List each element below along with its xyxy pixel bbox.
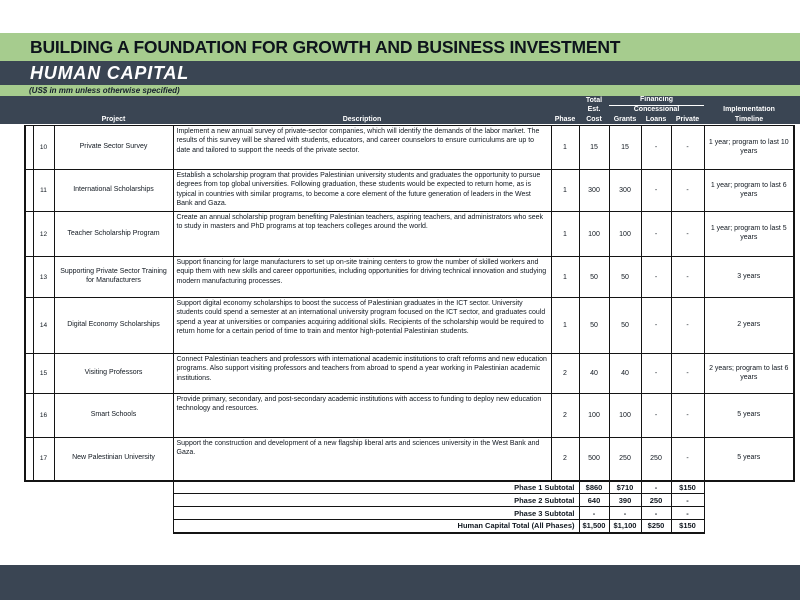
grants-value: 50 bbox=[609, 298, 641, 354]
phase-value: 2 bbox=[551, 394, 579, 438]
private-value: - bbox=[671, 394, 704, 438]
row-number: 13 bbox=[33, 257, 54, 298]
grand-total-label: Human Capital Total (All Phases) bbox=[173, 520, 579, 533]
project-name: Private Sector Survey bbox=[54, 126, 173, 170]
units-note: (US$ in mm unless otherwise specified) bbox=[29, 86, 180, 95]
row-number: 11 bbox=[33, 170, 54, 212]
col-implementation-line1: Implementation bbox=[723, 106, 775, 114]
row-number: 10 bbox=[33, 126, 54, 170]
table-row bbox=[25, 212, 794, 257]
units-note-band bbox=[0, 85, 800, 96]
col-private: Private bbox=[675, 115, 700, 123]
table-row bbox=[25, 438, 794, 481]
private-value: - bbox=[671, 257, 704, 298]
private-value: - bbox=[671, 438, 704, 481]
loans-value: - bbox=[641, 170, 671, 212]
grand-total-row bbox=[25, 520, 794, 533]
cost-value: 100 bbox=[579, 394, 609, 438]
subtotal-private: - bbox=[671, 494, 704, 507]
timeline-value: 1 year; program to last 6 years bbox=[704, 170, 794, 212]
cost-value: 50 bbox=[579, 298, 609, 354]
cost-value: 300 bbox=[579, 170, 609, 212]
timeline-value: 2 years; program to last 6 years bbox=[704, 354, 794, 394]
subtotal-row-phase2 bbox=[25, 494, 794, 507]
project-description: Connect Palestinian teachers and professors with international academic institutions to craft reforms and new education programs. Also support visiting professors and teachers from abroad to spend a year working in Palestinian academic institutions. bbox=[173, 354, 551, 394]
private-value: - bbox=[671, 126, 704, 170]
col-concessional: Concessional bbox=[633, 106, 680, 114]
phase-value: 1 bbox=[551, 126, 579, 170]
loans-value: - bbox=[641, 257, 671, 298]
phase-value: 1 bbox=[551, 298, 579, 354]
timeline-value: 2 years bbox=[704, 298, 794, 354]
subtotal-label: Phase 2 Subtotal bbox=[173, 494, 579, 507]
grants-value: 15 bbox=[609, 126, 641, 170]
col-timeline: Timeline bbox=[734, 115, 764, 123]
project-description: Support financing for large manufacturers to set up on-site training centers to grow the number of skilled workers and equip them with new skills and career opportunities, including opportunities for driving technical innovation and studying modern manufacturing processes. bbox=[173, 257, 551, 298]
project-description: Create an annual scholarship program benefiting Palestinian teachers, aspiring teachers, and administrators who seek to study in masters and PhD programs at top teachers colleges around the world. bbox=[173, 212, 551, 257]
subtotal-row-phase1 bbox=[25, 481, 794, 494]
loans-value: - bbox=[641, 126, 671, 170]
grants-value: 100 bbox=[609, 212, 641, 257]
subtotal-loans: - bbox=[641, 481, 671, 494]
subtotal-loans: 250 bbox=[641, 494, 671, 507]
subtotal-label: Phase 3 Subtotal bbox=[173, 507, 579, 520]
project-name: New Palestinian University bbox=[54, 438, 173, 481]
grand-total-cost: $1,500 bbox=[579, 520, 609, 533]
title-band bbox=[0, 33, 800, 61]
cost-value: 40 bbox=[579, 354, 609, 394]
phase-value: 1 bbox=[551, 170, 579, 212]
col-phase: Phase bbox=[554, 115, 576, 123]
project-description: Implement a new annual survey of private-sector companies, which will identify the demands of the labor market. The results of this survey will be shared with students, educators, and career counselors to ensure curriculums are up to date and tailored to support the needs of the private sector. bbox=[173, 126, 551, 170]
table-row bbox=[25, 354, 794, 394]
subtotal-grants: - bbox=[609, 507, 641, 520]
row-number: 17 bbox=[33, 438, 54, 481]
loans-value: - bbox=[641, 394, 671, 438]
subtotal-grants: 390 bbox=[609, 494, 641, 507]
table-row bbox=[25, 257, 794, 298]
subtotal-cost: $860 bbox=[579, 481, 609, 494]
cost-value: 50 bbox=[579, 257, 609, 298]
subtotal-row-phase3 bbox=[25, 507, 794, 520]
col-project: Project bbox=[101, 115, 126, 123]
phase-value: 2 bbox=[551, 354, 579, 394]
subtotal-loans: - bbox=[641, 507, 671, 520]
grand-total-loans: $250 bbox=[641, 520, 671, 533]
loans-value: 250 bbox=[641, 438, 671, 481]
subtotal-private: $150 bbox=[671, 481, 704, 494]
table-row bbox=[25, 126, 794, 170]
loans-value: - bbox=[641, 298, 671, 354]
project-name: Digital Economy Scholarships bbox=[54, 298, 173, 354]
project-name: Smart Schools bbox=[54, 394, 173, 438]
slide-title: BUILDING A FOUNDATION FOR GROWTH AND BUSINESS INVESTMENT bbox=[30, 36, 621, 57]
project-name: International Scholarships bbox=[54, 170, 173, 212]
phase-value: 1 bbox=[551, 212, 579, 257]
project-description: Establish a scholarship program that provides Palestinian university students and graduates the opportunity to pursue degrees from top global universities. Following graduation, these students would be expected to return home, as is typical in countries with similar programs, to become a core element of the future generation of leaders in the West Bank and Gaza. bbox=[173, 170, 551, 212]
grants-value: 300 bbox=[609, 170, 641, 212]
grants-value: 250 bbox=[609, 438, 641, 481]
footer-band bbox=[0, 565, 800, 600]
col-total-line2: Est. bbox=[587, 106, 601, 114]
col-financing: Financing bbox=[609, 96, 704, 106]
timeline-value: 1 year; program to last 5 years bbox=[704, 212, 794, 257]
subtotal-cost: 640 bbox=[579, 494, 609, 507]
col-grants: Grants bbox=[613, 115, 637, 123]
private-value: - bbox=[671, 298, 704, 354]
col-loans: Loans bbox=[645, 115, 667, 123]
phase-value: 1 bbox=[551, 257, 579, 298]
row-number: 14 bbox=[33, 298, 54, 354]
timeline-value: 5 years bbox=[704, 394, 794, 438]
subtotal-label: Phase 1 Subtotal bbox=[173, 481, 579, 494]
project-name: Teacher Scholarship Program bbox=[54, 212, 173, 257]
grants-value: 50 bbox=[609, 257, 641, 298]
table-row bbox=[25, 394, 794, 438]
project-description: Provide primary, secondary, and post-secondary academic institutions with access to funding to deploy new education technology and resources. bbox=[173, 394, 551, 438]
subtotal-grants: $710 bbox=[609, 481, 641, 494]
subtotal-cost: - bbox=[579, 507, 609, 520]
cost-value: 500 bbox=[579, 438, 609, 481]
cost-value: 15 bbox=[579, 126, 609, 170]
subtitle-band bbox=[0, 61, 800, 85]
private-value: - bbox=[671, 212, 704, 257]
project-name: Supporting Private Sector Training for Manufacturers bbox=[54, 257, 173, 298]
project-description: Support the construction and development of a new flagship liberal arts and sciences university in the West Bank and Gaza. bbox=[173, 438, 551, 481]
row-number: 15 bbox=[33, 354, 54, 394]
timeline-value: 1 year; program to last 10 years bbox=[704, 126, 794, 170]
grand-total-private: $150 bbox=[671, 520, 704, 533]
table-header bbox=[25, 96, 794, 126]
timeline-value: 5 years bbox=[704, 438, 794, 481]
private-value: - bbox=[671, 170, 704, 212]
timeline-value: 3 years bbox=[704, 257, 794, 298]
project-description: Support digital economy scholarships to boost the success of Palestinian graduates in the ICT sector. University students could spend a semester at an international university program focused on the ICT sector, and graduates could spend a year at universities or companies acquiring additional skills. Recipients of the scholarship would be required to return home for a certain period of time to train and mentor high-potential Palestinian students. bbox=[173, 298, 551, 354]
slide-subtitle: HUMAN CAPITAL bbox=[30, 62, 190, 83]
col-cost: Cost bbox=[586, 115, 602, 123]
row-number: 12 bbox=[33, 212, 54, 257]
project-name: Visiting Professors bbox=[54, 354, 173, 394]
loans-value: - bbox=[641, 212, 671, 257]
grand-total-grants: $1,100 bbox=[609, 520, 641, 533]
grants-value: 40 bbox=[609, 354, 641, 394]
private-value: - bbox=[671, 354, 704, 394]
cost-value: 100 bbox=[579, 212, 609, 257]
col-total-line1: Total bbox=[585, 96, 603, 104]
loans-value: - bbox=[641, 354, 671, 394]
col-description: Description bbox=[342, 115, 382, 123]
table-row bbox=[25, 170, 794, 212]
grants-value: 100 bbox=[609, 394, 641, 438]
projects-table bbox=[24, 96, 795, 534]
subtotal-private: - bbox=[671, 507, 704, 520]
row-number: 16 bbox=[33, 394, 54, 438]
table-row bbox=[25, 298, 794, 354]
phase-value: 2 bbox=[551, 438, 579, 481]
